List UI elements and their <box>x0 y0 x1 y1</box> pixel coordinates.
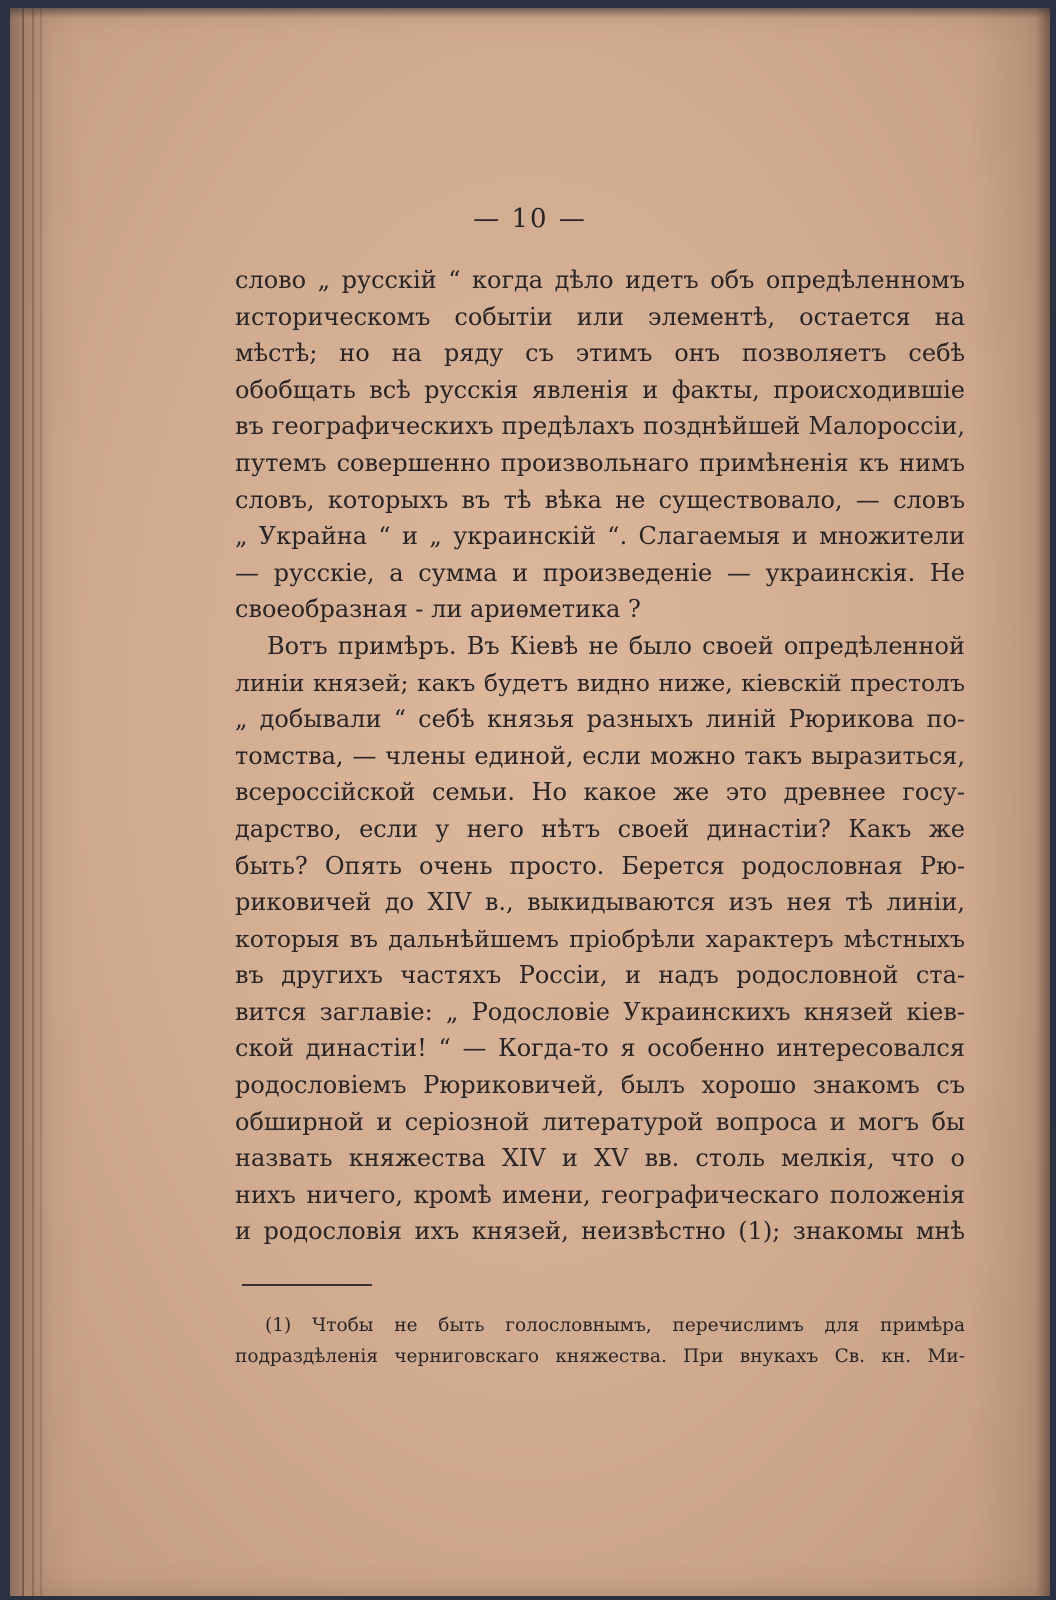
footnote-line: подраздѣленія черниговскаго княжества. При внукахъ Св. кн. Ми- <box>235 1346 965 1367</box>
text-line: путемъ совершенно произвольнаго примѣненія къ нимъ <box>235 448 965 477</box>
spine-crease <box>32 8 34 1596</box>
text-line: историческомъ событіи или элементѣ, остается на <box>235 302 965 331</box>
text-line: „ Украйна “ и „ украинскій “. Слагаемыя и множители <box>235 522 965 551</box>
text-line: дарство, если у него нѣтъ своей династіи? Какъ же <box>235 814 965 843</box>
text-line: Вотъ примѣръ. Въ Кіевѣ не было своей опредѣленной <box>267 631 965 660</box>
text-line: быть? Опять очень просто. Берется родословная Рю- <box>235 851 965 880</box>
book-page <box>10 8 1050 1596</box>
page-top-edge <box>10 8 1050 18</box>
text-line: ской династіи! “ — Когда-то я особенно интересовался <box>235 1034 965 1063</box>
text-line: словъ, которыхъ въ тѣ вѣка не существовало, — словъ <box>235 485 965 514</box>
text-line: назвать княжества XIV и XV вв. столь мелкія, что о <box>235 1144 965 1173</box>
text-line: которыя въ дальнѣйшемъ пріобрѣли характеръ мѣстныхъ <box>235 924 965 953</box>
text-line: вится заглавіе: „ Родословіе Украинскихъ князей кіев- <box>235 997 965 1026</box>
footnote-separator <box>242 1284 372 1286</box>
book-spine-shadow <box>10 8 50 1596</box>
text-line: слово „ русскій “ когда дѣло идетъ объ опредѣленномъ <box>235 266 965 294</box>
footnote <box>235 1310 965 1372</box>
text-line: мѣстѣ; но на ряду съ этимъ онъ позволяетъ себѣ <box>235 339 965 368</box>
text-line: своеобразная - ли ариѳметика ? <box>235 595 641 624</box>
text-line: въ географическихъ предѣлахъ позднѣйшей Малороссіи, <box>235 412 965 441</box>
text-line: — русскіе, а сумма и произведеніе — украинскія. Не <box>235 558 965 587</box>
text-line: въ другихъ частяхъ Россіи, и надъ родословной ста- <box>235 961 965 990</box>
text-line: риковичей до XIV в., выкидываются изъ нея тѣ линіи, <box>235 888 965 917</box>
text-line: обобщать всѣ русскія явленія и факты, происходившіе <box>235 375 965 404</box>
body-text <box>235 262 965 1250</box>
text-line: „ добывали “ себѣ князья разныхъ линій Рюрикова по- <box>235 705 965 734</box>
text-line: родословіемъ Рюриковичей, былъ хорошо знакомъ съ <box>235 1071 965 1100</box>
text-line: томства, — члены единой, если можно такъ выразиться, <box>235 741 965 770</box>
spine-crease <box>40 8 42 1596</box>
text-line: линіи князей; какъ будетъ видно ниже, кіевскій престолъ <box>235 668 965 697</box>
text-line: обширной и серіозной литературой вопроса и могъ бы <box>235 1107 965 1136</box>
text-line: всероссійской семьи. Но какое же это древнее госу- <box>235 778 965 807</box>
text-line: нихъ ничего, кромѣ имени, географическаго положенія <box>235 1180 965 1209</box>
text-line: и родословія ихъ князей, неизвѣстно (1); знакомы мнѣ <box>235 1217 965 1246</box>
spine-crease <box>22 8 24 1596</box>
page-right-edge <box>1036 8 1050 1596</box>
page-number: — 10 — <box>473 204 587 234</box>
footnote-line: (1) Чтобы не быть голословнымъ, перечислимъ для примѣра <box>265 1315 965 1336</box>
